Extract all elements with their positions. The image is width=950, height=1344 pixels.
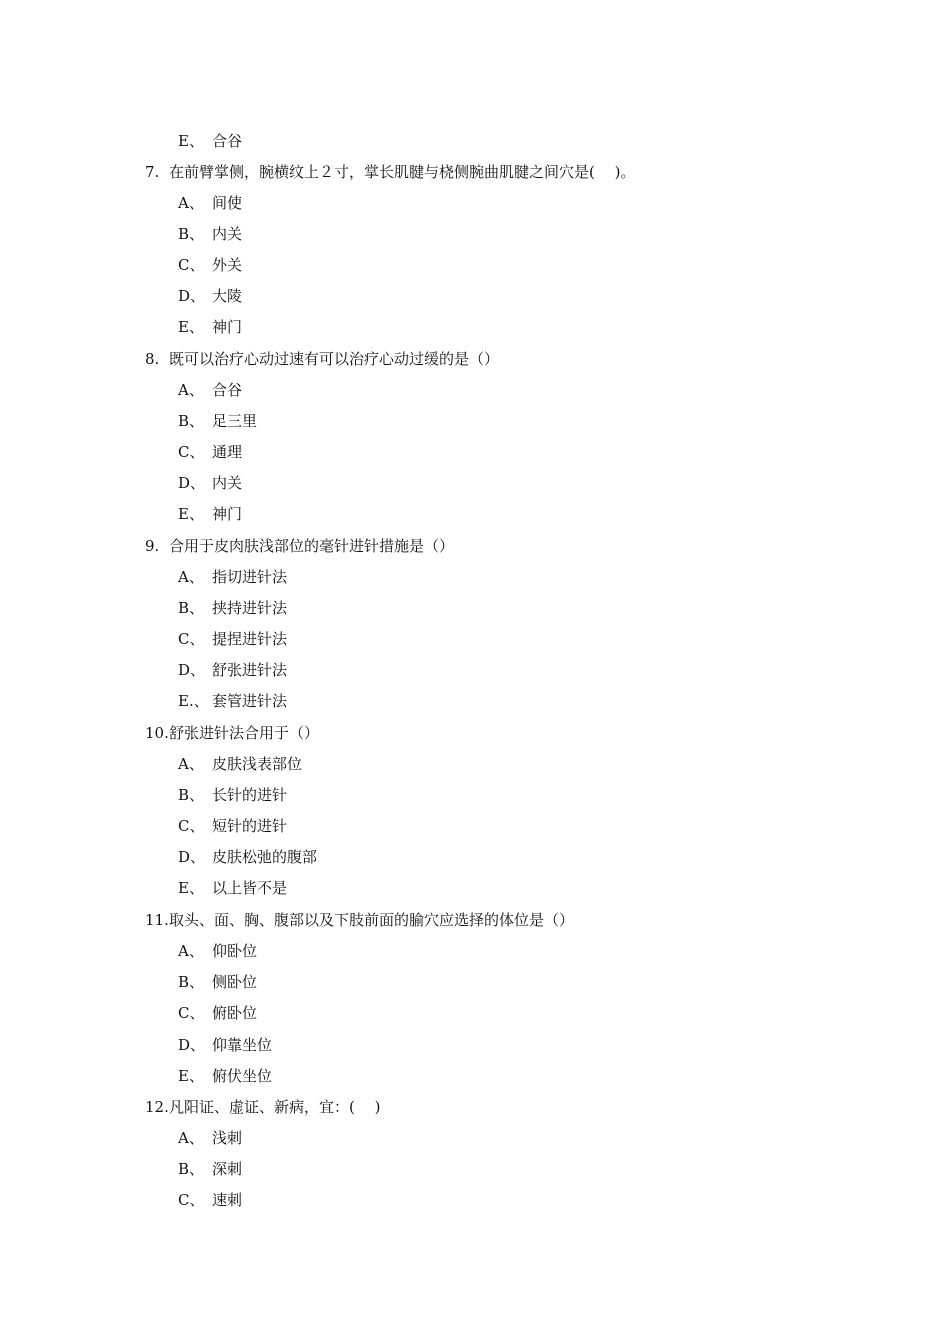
option-text: 挟持进针法 — [212, 599, 288, 617]
option-letter: E、 — [178, 132, 204, 150]
question-line — [145, 161, 635, 183]
option-text: 套管进针法 — [212, 692, 288, 710]
option-letter: E.、 — [178, 692, 209, 710]
option-text: 内关 — [212, 225, 243, 243]
option-letter: D、 — [178, 287, 206, 305]
option-line — [178, 784, 287, 806]
option-line — [178, 1065, 272, 1087]
option-text: 神门 — [212, 318, 243, 336]
option-letter: C、 — [178, 1191, 205, 1209]
option-letter: C、 — [178, 817, 205, 835]
option-letter: A、 — [178, 755, 204, 773]
option-line — [178, 753, 302, 775]
option-text: 短针的进针 — [212, 817, 288, 835]
option-line — [178, 410, 257, 432]
question-text: 合用于皮肉肤浅部位的毫针进针措施是（） — [169, 537, 455, 555]
option-letter: C、 — [178, 630, 205, 648]
option-letter: C、 — [178, 256, 205, 274]
option-text: 俯卧位 — [212, 1004, 258, 1022]
option-letter: D、 — [178, 661, 206, 679]
question-number: 8. — [145, 350, 160, 368]
option-text: 神门 — [212, 505, 243, 523]
option-line — [178, 659, 287, 681]
option-letter: E、 — [178, 318, 204, 336]
option-text: 皮肤松弛的腹部 — [212, 848, 318, 866]
option-line — [178, 971, 257, 993]
option-text: 仰卧位 — [212, 942, 258, 960]
question-line — [145, 348, 499, 370]
question-line — [145, 909, 574, 931]
option-text: 侧卧位 — [212, 973, 258, 991]
option-line — [178, 1002, 257, 1024]
option-letter: B、 — [178, 786, 205, 804]
option-letter: A、 — [178, 942, 204, 960]
question-text: 舒张进针法合用于（） — [169, 724, 320, 742]
option-letter: C、 — [178, 443, 205, 461]
option-line — [178, 877, 287, 899]
option-text: 足三里 — [212, 412, 258, 430]
option-text: 皮肤浅表部位 — [212, 755, 303, 773]
option-letter: B、 — [178, 1160, 205, 1178]
question-line — [145, 535, 454, 557]
option-line — [178, 379, 242, 401]
option-line — [178, 690, 287, 712]
question-text: 取头、面、胸、腹部以及下肢前面的腧穴应选择的体位是（） — [169, 911, 575, 929]
option-text: 提捏进针法 — [212, 630, 288, 648]
option-text: 以上皆不是 — [212, 879, 288, 897]
option-text: 长针的进针 — [212, 786, 288, 804]
option-text: 俯伏坐位 — [212, 1067, 273, 1085]
option-letter: C、 — [178, 1004, 205, 1022]
option-letter: A、 — [178, 381, 204, 399]
question-text: 既可以治疗心动过速有可以治疗心动过缓的是（） — [169, 350, 500, 368]
question-number: 7. — [145, 163, 160, 181]
option-letter: B、 — [178, 599, 205, 617]
question-line — [145, 722, 319, 744]
option-letter: A、 — [178, 568, 204, 586]
option-letter: A、 — [178, 194, 204, 212]
option-line — [178, 1158, 242, 1180]
option-line — [178, 846, 317, 868]
option-line — [178, 192, 242, 214]
option-letter: B、 — [178, 973, 205, 991]
option-text: 合谷 — [212, 381, 243, 399]
option-text: 深刺 — [212, 1160, 243, 1178]
option-letter: B、 — [178, 412, 205, 430]
option-text: 指切进针法 — [212, 568, 288, 586]
option-line — [178, 472, 242, 494]
question-text: 在前臂掌侧，腕横纹上２寸，掌长肌腱与桡侧腕曲肌腱之间穴是( )。 — [169, 163, 636, 181]
option-line — [178, 130, 242, 152]
option-text: 外关 — [212, 256, 243, 274]
option-line — [178, 316, 242, 338]
option-text: 仰靠坐位 — [212, 1036, 273, 1054]
option-text: 合谷 — [212, 132, 243, 150]
option-text: 通理 — [212, 443, 243, 461]
option-line — [178, 223, 242, 245]
option-letter: D、 — [178, 848, 206, 866]
option-letter: E、 — [178, 879, 204, 897]
option-text: 浅刺 — [212, 1129, 243, 1147]
option-line — [178, 1127, 242, 1149]
option-letter: A、 — [178, 1129, 204, 1147]
option-line — [178, 285, 242, 307]
question-number: 11. — [145, 911, 169, 929]
option-line — [178, 254, 242, 276]
option-letter: B、 — [178, 225, 205, 243]
question-line — [145, 1096, 380, 1118]
option-text: 间使 — [212, 194, 243, 212]
option-line — [178, 1034, 272, 1056]
question-number: 12. — [145, 1098, 169, 1116]
option-line — [178, 566, 287, 588]
option-line — [178, 503, 242, 525]
question-text: 凡阳证、虚证、新病，宜：( ) — [169, 1098, 381, 1116]
option-text: 舒张进针法 — [212, 661, 288, 679]
option-line — [178, 441, 242, 463]
option-line — [178, 940, 257, 962]
option-letter: E、 — [178, 1067, 204, 1085]
option-line — [178, 597, 287, 619]
option-line — [178, 815, 287, 837]
option-text: 速刺 — [212, 1191, 243, 1209]
option-line — [178, 1189, 242, 1211]
question-number: 10. — [145, 724, 169, 742]
option-letter: D、 — [178, 474, 206, 492]
option-letter: D、 — [178, 1036, 206, 1054]
option-text: 大陵 — [212, 287, 243, 305]
option-text: 内关 — [212, 474, 243, 492]
option-letter: E、 — [178, 505, 204, 523]
question-number: 9. — [145, 537, 160, 555]
option-line — [178, 628, 287, 650]
